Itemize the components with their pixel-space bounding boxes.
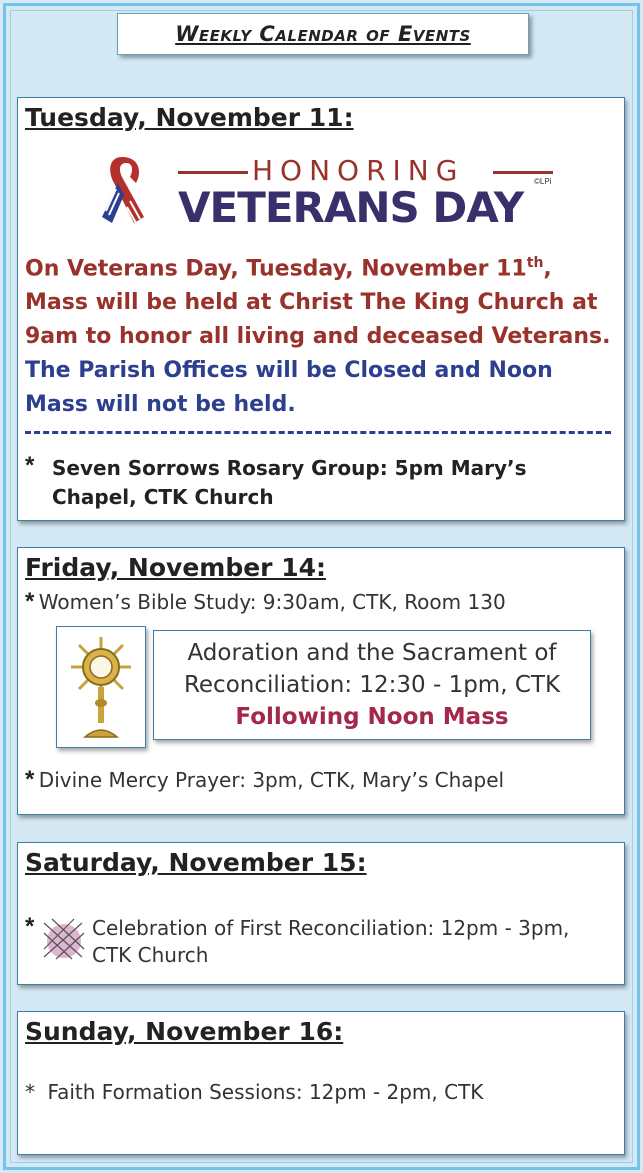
card-saturday <box>17 842 625 985</box>
veterans-announcement <box>25 246 620 422</box>
honoring-line-left <box>178 171 248 174</box>
dashed-divider <box>25 431 611 434</box>
bible-study-text: Women’s Bible Study: 9:30am, CTK, Room 130 <box>38 590 506 614</box>
announcement-blue: The Parish Offices will be Closed and Noon Mass will not be held. <box>25 358 553 418</box>
day-heading-saturday: Saturday, November 15: <box>25 848 367 877</box>
adoration-line-2: Reconciliation: 12:30 - 1pm, CTK <box>183 672 561 698</box>
page-title: Weekly Calendar of Events <box>175 22 471 46</box>
card-friday <box>17 547 625 815</box>
list-item-faith-formation <box>25 1080 483 1104</box>
ribbon-icon <box>100 153 152 235</box>
announcement-red-2: , Mass will be held at Christ The King Church at 9am to honor all living and deceased Veterans. <box>25 256 611 350</box>
day-heading-friday: Friday, November 14: <box>25 553 327 582</box>
adoration-line-1: Adoration and the Sacrament of <box>187 640 557 666</box>
divine-mercy-text: Divine Mercy Prayer: 3pm, CTK, Mary’s Chapel <box>38 768 505 792</box>
announcement-sup: th <box>526 255 544 271</box>
first-reconciliation-line-1: Celebration of First Reconciliation: 12pm - 3pm, <box>92 916 570 940</box>
monstrance-icon <box>57 627 145 747</box>
rosary-text: Seven Sorrows Rosary Group: 5pm Mary’s Chapel, CTK Church <box>52 456 527 509</box>
adoration-line-3: Following Noon Mass <box>235 704 509 730</box>
bullet-star: * <box>25 588 35 615</box>
list-item-bible-study <box>25 588 506 616</box>
announcement-red-1: On Veterans Day, Tuesday, November 11 <box>25 256 527 282</box>
honoring-line-right <box>493 171 553 174</box>
adoration-box <box>153 630 591 740</box>
list-item-divine-mercy <box>25 766 504 794</box>
bullet-star: * <box>25 766 35 793</box>
first-reconciliation-text <box>92 915 612 969</box>
honoring-text: HONORING <box>252 154 465 187</box>
bullet-star: * <box>25 1080 35 1104</box>
card-tuesday <box>17 97 625 521</box>
logo-credit: ©LPi <box>534 177 552 186</box>
praying-hands-icon <box>42 917 86 963</box>
bullet-star: * <box>25 913 35 940</box>
title-box <box>117 13 529 55</box>
day-heading-sunday: Sunday, November 16: <box>25 1017 344 1046</box>
veterans-day-text: VETERANS DAY <box>178 183 524 232</box>
card-sunday <box>17 1011 625 1155</box>
first-reconciliation-line-2: CTK Church <box>92 943 209 967</box>
monstrance-image <box>56 626 146 748</box>
bullet-star: * <box>25 452 35 479</box>
faith-formation-text: Faith Formation Sessions: 12pm - 2pm, CTK <box>47 1080 484 1104</box>
day-heading-tuesday: Tuesday, November 11: <box>25 103 354 132</box>
